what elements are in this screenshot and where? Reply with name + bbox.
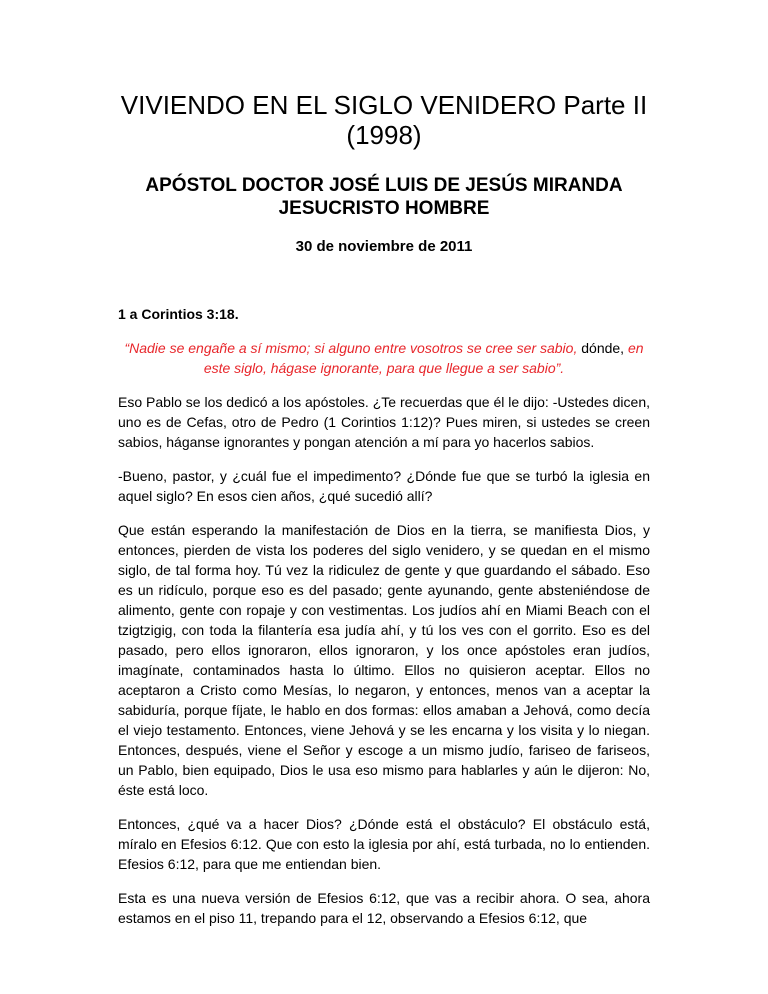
scripture-quote [118,338,650,378]
quote-text-start: “Nadie se engañe a sí mismo; si alguno entre vosotros se cree ser sabio, [124,340,582,356]
author-block [118,174,650,220]
author-name: APÓSTOL DOCTOR JOSÉ LUIS DE JESÚS MIRANDA [145,175,623,196]
body-paragraph-4: Entonces, ¿qué va a hacer Dios? ¿Dónde está el obstáculo? El obstáculo está, míralo en Efesios 6:12. Que con esto la iglesia por ahí, está turbada, no lo entienden. Efesios 6:12, para que me entiendan bien. [118,816,650,872]
author-subtitle: JESUCRISTO HOMBRE [278,198,490,219]
document-title: VIVIENDO EN EL SIGLO VENIDERO Parte II (1998) [120,90,648,150]
body-paragraph-2: -Bueno, pastor, y ¿cuál fue el impedimento? ¿Dónde fue que se turbó la iglesia en aquel siglo? En esos cien años, ¿qué sucedió allí? [118,468,650,504]
quote-inserted-word: dónde, [581,340,625,356]
quote-text-end: en este siglo, hágase ignorante, para que llegue a ser sabio”. [203,340,644,376]
document-date: 30 de noviembre de 2011 [295,238,473,255]
body-paragraph-3: Que están esperando la manifestación de Dios en la tierra, se manifiesta Dios, y entonces, pierden de vista los poderes del siglo venidero, y se quedan en el mismo siglo, de tal forma hoy. Tú vez la ridiculez de gente y que guardando el sábado. Eso es un ridículo, porque eso es del pasado; gente ayunando, gente absteniéndose de alimento, gente con ropaje y con vestimentas. Los judíos ahí en Miami Beach con el tzigtzigig, con toda la filantería esa judía ahí, y tú los ves con el gorrito. Eso es del pasado, pero ellos ignoraron, ellos ignoraron, y los once apóstoles eran judíos, imagínate, contaminados hasta lo último. Ellos no quisieron aceptar. Ellos no aceptaron a Cristo como Mesías, lo negaron, y entonces, menos van a aceptar la sabiduría, porque fíjate, le hablo en dos formas: ellos amaban a Jehová, como decía el viejo testamento. Entonces, viene Jehová y se les encarna y los visita y lo niegan. Entonces, después, viene el Señor y escoge a un mismo judío, fariseo de fariseos, un Pablo, bien equipado, Dios le usa eso mismo para hablarles y aún le dijeron: No, éste está loco. [118,522,650,798]
body-paragraph-5: Esta es una nueva versión de Efesios 6:12, que vas a recibir ahora. O sea, ahora estamos en el piso 11, trepando para el 12, observando a Efesios 6:12, que [118,890,650,926]
body-paragraph-1: Eso Pablo se los dedicó a los apóstoles. ¿Te recuerdas que él le dijo: -Ustedes dicen, uno es de Cefas, otro de Pedro (1 Corintios 1:12)? Pues miren, si ustedes se creen sabios, háganse ignorantes y pongan atención a mí para yo hacerlos sabios. [118,394,650,450]
scripture-reference: 1 a Corintios 3:18. [118,306,239,322]
